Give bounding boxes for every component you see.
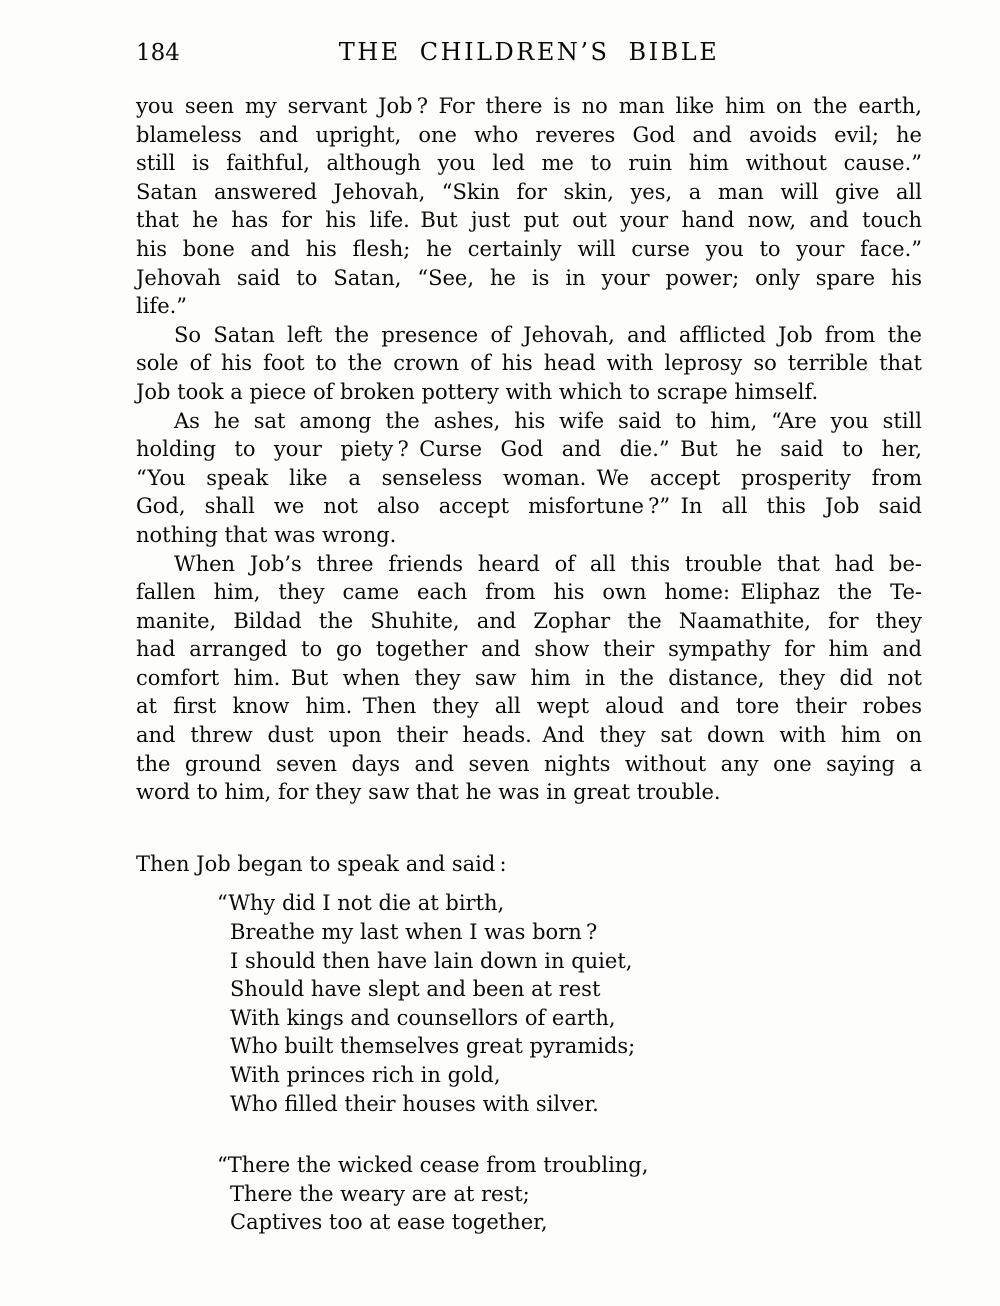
text-line: “You speak like a senseless woman. We accept prosperity from: [136, 465, 922, 490]
text-line: sole of his foot to the crown of his head with leprosy so terrible that: [136, 351, 922, 376]
poem-line: There the weary are at rest;: [230, 1181, 530, 1206]
text-line: As he sat among the ashes, his wife said to him, “Are you still: [174, 408, 922, 433]
poem-line: With kings and counsellors of earth,: [230, 1005, 616, 1030]
text-line: had arranged to go together and show their sympathy for him and: [136, 637, 922, 662]
text-line: blameless and upright, one who reveres God and avoids evil; he: [136, 122, 922, 147]
text-line: that he has for his life. But just put out your hand now, and touch: [136, 208, 922, 233]
text-line: and threw dust upon their heads. And they sat down with him on: [136, 723, 922, 748]
text-line: the ground seven days and seven nights without any one saying a: [136, 751, 922, 776]
paragraph: [136, 92, 922, 321]
text-line: Jehovah said to Satan, “See, he is in your power; only spare his: [136, 265, 922, 290]
text-line: still is faithful, although you led me to ruin him without cause.”: [136, 151, 922, 176]
poem-line: Should have slept and been at rest: [230, 977, 601, 1002]
text-line: Job took a piece of broken pottery with which to scrape himself.: [136, 379, 819, 404]
running-title: THE CHILDREN’S BIBLE: [338, 38, 720, 66]
poem-line: “Why did I not die at birth,: [217, 891, 505, 916]
text-line: So Satan left the presence of Jehovah, and afflicted Job from the: [174, 322, 922, 347]
text-line: holding to your piety ? Curse God and die.” But he said to her,: [136, 437, 922, 462]
speech-intro: Then Job began to speak and said :: [136, 851, 507, 876]
page-number: 184: [136, 40, 180, 66]
text-line: manite, Bildad the Shuhite, and Zophar the Naamathite, for they: [136, 608, 922, 633]
text-line: his bone and his flesh; he certainly will curse you to your face.”: [136, 236, 922, 261]
page-header: [136, 38, 922, 70]
text-line: Satan answered Jehovah, “Skin for skin, yes, a man will give all: [136, 179, 922, 204]
poem-line: Breathe my last when I was born ?: [230, 920, 598, 945]
poem-stanza: [136, 889, 922, 1118]
poem-line: I should then have lain down in quiet,: [230, 948, 633, 973]
poem-line: Who built themselves great pyramids;: [230, 1034, 636, 1059]
poem-line: Who filled their houses with silver.: [230, 1091, 599, 1116]
text-line: When Job’s three friends heard of all this trouble that had be-: [174, 551, 922, 576]
text-line: at first know him. Then they all wept aloud and tore their robes: [136, 694, 922, 719]
page-body: [136, 92, 922, 1237]
text-line: nothing that was wrong.: [136, 522, 397, 547]
text-line: fallen him, they came each from his own home: Eliphaz the Te-: [136, 580, 922, 605]
paragraph: [136, 407, 922, 550]
text-line: comfort him. But when they saw him in the distance, they did not: [136, 665, 922, 690]
poem-stanza: [136, 1151, 922, 1237]
poem-line: “There the wicked cease from troubling,: [217, 1153, 649, 1178]
poem-line: Captives too at ease together,: [230, 1210, 548, 1235]
paragraph: [136, 321, 922, 407]
text-line: God, shall we not also accept misfortune ?” In all this Job said: [136, 494, 922, 519]
text-line: word to him, for they saw that he was in great trouble.: [136, 780, 721, 805]
text-line: life.”: [136, 294, 188, 319]
poem-line: With princes rich in gold,: [230, 1063, 501, 1087]
text-line: you seen my servant Job ? For there is no man like him on the earth,: [136, 94, 922, 118]
paragraph: [136, 550, 922, 807]
